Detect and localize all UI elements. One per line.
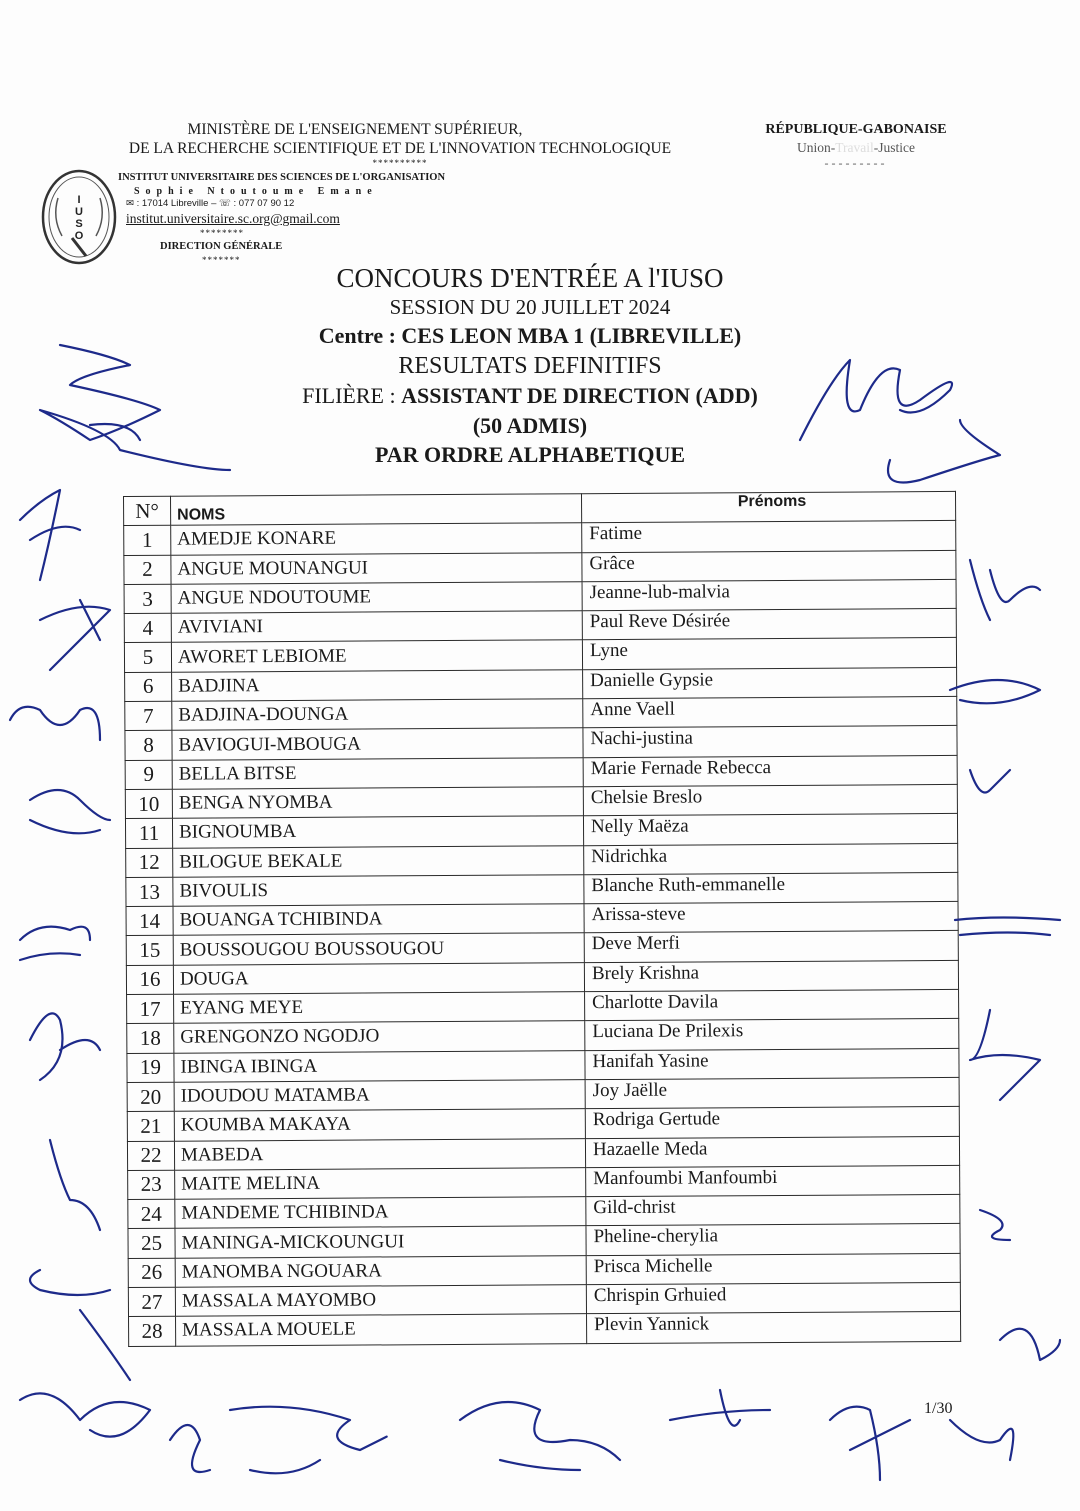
contest-title: CONCOURS D'ENTRÉE A l'IUSO <box>336 263 724 293</box>
row-last-name: MANDEME TCHIBINDA <box>175 1197 586 1229</box>
row-first-name: Fatime <box>582 521 956 553</box>
row-first-name: Lyne <box>582 638 956 670</box>
row-first-name: Rodriga Gertude <box>585 1107 959 1139</box>
row-last-name: ANGUE NDOUTOUME <box>171 582 582 614</box>
row-first-name: Hazaelle Meda <box>585 1136 959 1168</box>
republic-title: RÉPUBLIQUE-GABONAISE <box>765 122 947 137</box>
ministry-line-2: DE LA RECHERCHE SCIENTIFIQUE ET DE L'INNOVATION TECHNOLOGIQUE <box>128 140 672 157</box>
row-last-name: BOUANGA TCHIBINDA <box>173 904 584 936</box>
motto-union: Union- <box>796 140 836 155</box>
direction-generale: DIRECTION GÉNÉRALE <box>160 241 283 252</box>
row-first-name: Nidrichka <box>584 843 958 875</box>
row-number: 13 <box>126 877 173 907</box>
row-last-name: MANOMBA NGOUARA <box>175 1255 586 1287</box>
row-first-name: Luciana De Prilexis <box>585 1019 959 1051</box>
iuso-seal-icon <box>40 168 118 266</box>
row-first-name: Paul Reve Désirée <box>582 609 956 641</box>
row-first-name: Hanifah Yasine <box>585 1048 959 1080</box>
row-first-name: Danielle Gypsie <box>583 667 957 699</box>
row-number: 15 <box>126 936 173 966</box>
row-first-name: Blanche Ruth-emmanelle <box>584 872 958 904</box>
row-number: 14 <box>126 906 173 936</box>
row-number: 8 <box>125 731 172 761</box>
row-number: 4 <box>124 613 171 643</box>
row-number: 17 <box>127 994 174 1024</box>
row-number: 19 <box>127 1053 174 1083</box>
row-last-name: BENGA NYOMBA <box>172 787 583 819</box>
row-last-name: BAVIOGUI-MBOUGA <box>172 728 583 760</box>
table-row <box>129 1312 961 1346</box>
republic-motto <box>740 140 972 156</box>
row-number: 26 <box>128 1258 175 1288</box>
header-names: NOMS <box>171 494 582 526</box>
institute-email[interactable]: institut.universitaire.sc.org@gmail.com <box>126 211 340 226</box>
signature-left-margin-icon <box>10 490 130 1380</box>
row-number: 12 <box>126 848 173 878</box>
row-last-name: BILOGUE BEKALE <box>173 845 584 877</box>
row-first-name: Jeanne-lub-malvia <box>582 579 956 611</box>
row-number: 25 <box>128 1229 175 1259</box>
row-first-name: Joy Jaëlle <box>585 1077 959 1109</box>
row-number: 21 <box>127 1111 174 1141</box>
row-last-name: GRENGONZO NGODJO <box>174 1021 585 1053</box>
separator: ********** <box>372 158 428 168</box>
filiere-label: FILIÈRE : <box>302 383 402 408</box>
institute-address: ✉ : 17014 Libreville – ☏ : 077 07 90 12 <box>126 198 295 209</box>
exam-centre: Centre : CES LEON MBA 1 (LIBREVILLE) <box>318 323 742 348</box>
ministry-line-1: MINISTÈRE DE L'ENSEIGNEMENT SUPÉRIEUR, <box>187 121 523 138</box>
row-number: 24 <box>128 1199 175 1229</box>
row-last-name: MASSALA MAYOMBO <box>175 1285 586 1317</box>
row-last-name: DOUGA <box>173 962 584 994</box>
republic-block <box>740 122 972 171</box>
row-first-name: Prisca Michelle <box>586 1253 960 1285</box>
row-last-name: AWORET LEBIOME <box>171 640 582 672</box>
svg-text:O: O <box>74 230 84 242</box>
row-last-name: EYANG MEYE <box>174 992 585 1024</box>
iuso-logo <box>40 168 118 266</box>
row-last-name: IDOUDOU MATAMBA <box>174 1080 585 1112</box>
row-first-name: Chelsie Breslo <box>583 784 957 816</box>
row-last-name: MASSALA MOUELE <box>176 1314 587 1346</box>
row-first-name: Chrispin Grhuied <box>586 1282 960 1314</box>
row-number: 23 <box>128 1170 175 1200</box>
row-number: 18 <box>127 1024 174 1054</box>
header-number: N° <box>124 496 171 526</box>
admitted-count: (50 ADMIS) <box>472 413 588 438</box>
row-number: 22 <box>127 1141 174 1171</box>
document-titles <box>230 262 830 470</box>
row-first-name: Plevin Yannick <box>587 1312 961 1344</box>
institute-subtitle: Sophie Ntoutoume Emane <box>134 186 378 197</box>
row-first-name: Manfoumbi Manfoumbi <box>586 1165 960 1197</box>
row-last-name: BADJINA <box>172 669 583 701</box>
signature-right-top-icon <box>800 360 1000 483</box>
row-last-name: AVIVIANI <box>171 611 582 643</box>
signature-bottom-icon <box>20 1390 1013 1480</box>
row-number: 10 <box>125 789 172 819</box>
row-last-name: BIGNOUMBA <box>172 816 583 848</box>
row-first-name: Charlotte Davila <box>585 989 959 1021</box>
row-last-name: BADJINA-DOUNGA <box>172 699 583 731</box>
svg-text:U: U <box>75 206 83 218</box>
row-last-name: AMEDJE KONARE <box>171 523 582 555</box>
row-number: 5 <box>124 643 171 673</box>
row-number: 3 <box>124 584 171 614</box>
republic-separator: --------- <box>824 156 888 170</box>
row-number: 1 <box>124 526 171 556</box>
row-last-name: MANINGA-MICKOUNGUI <box>175 1226 586 1258</box>
separator: ******* <box>202 255 241 265</box>
row-last-name: BELLA BITSE <box>172 757 583 789</box>
header-first-names: Prénoms <box>581 491 955 523</box>
signature-left-top-icon <box>40 345 230 470</box>
ministry-heading <box>60 120 740 168</box>
results-table <box>123 491 961 1347</box>
filiere <box>230 380 830 412</box>
row-first-name: Nachi-justina <box>583 726 957 758</box>
row-last-name: MABEDA <box>174 1138 585 1170</box>
row-last-name: BOUSSOUGOU BOUSSOUGOU <box>173 933 584 965</box>
session-date: SESSION DU 20 JUILLET 2024 <box>389 295 671 319</box>
separator: ******** <box>200 228 244 238</box>
results-title: RESULTATS DEFINITIFS <box>398 353 662 379</box>
filiere-value: ASSISTANT DE DIRECTION (ADD) <box>401 383 758 408</box>
row-last-name: BIVOULIS <box>173 875 584 907</box>
institute-name: INSTITUT UNIVERSITAIRE DES SCIENCES DE L'ORGANISATION <box>118 172 446 183</box>
row-last-name: MAITE MELINA <box>175 1168 586 1200</box>
row-number: 11 <box>125 818 172 848</box>
motto-travail: Travail <box>835 140 874 155</box>
row-number: 7 <box>125 701 172 731</box>
svg-text:I: I <box>77 194 81 206</box>
row-number: 27 <box>128 1287 175 1317</box>
row-number: 6 <box>125 672 172 702</box>
row-number: 28 <box>129 1317 176 1347</box>
row-number: 20 <box>127 1082 174 1112</box>
row-first-name: Brely Krishna <box>584 960 958 992</box>
signature-right-margin-icon <box>950 560 1060 1360</box>
row-number: 16 <box>126 965 173 995</box>
row-first-name: Grâce <box>582 550 956 582</box>
motto-justice: -Justice <box>873 140 915 155</box>
svg-text:S: S <box>75 218 83 230</box>
row-first-name: Anne Vaell <box>583 696 957 728</box>
sort-order: PAR ORDRE ALPHABETIQUE <box>374 442 686 467</box>
row-number: 2 <box>124 555 171 585</box>
page-number: 1/30 <box>924 1400 953 1417</box>
row-first-name: Deve Merfi <box>584 931 958 963</box>
row-last-name: IBINGA IBINGA <box>174 1050 585 1082</box>
row-last-name: KOUMBA MAKAYA <box>174 1109 585 1141</box>
row-number: 9 <box>125 760 172 790</box>
row-first-name: Gild-christ <box>586 1195 960 1227</box>
row-first-name: Marie Fernade Rebecca <box>583 755 957 787</box>
row-first-name: Pheline-cherylia <box>586 1224 960 1256</box>
row-first-name: Nelly Maëza <box>583 814 957 846</box>
row-last-name: ANGUE MOUNANGUI <box>171 552 582 584</box>
row-first-name: Arissa-steve <box>584 902 958 934</box>
